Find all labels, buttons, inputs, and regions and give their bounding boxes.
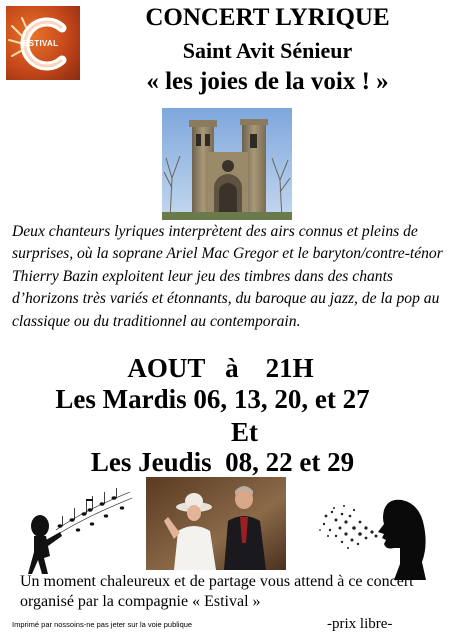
logo-text: ESTIVAL: [23, 39, 59, 48]
month-time: AOUT à 21H: [127, 353, 314, 383]
location-title: Saint Avit Sénieur: [182, 38, 353, 63]
estival-logo: [6, 6, 80, 80]
singing-silhouette-right-icon: [316, 486, 426, 580]
concert-description: Deux chanteurs lyriques interprètent des airs connus et pleins de surprises, où la soprane Ariel Mac Gregor et le baryton/contre-ténor Thierry Bazin exploitent leur jeu des timbres dans des chants d’horizons très variés et étonnants, du baroque au jazz, de la pop au classique ou du traditionnel au contemporain.: [12, 223, 443, 330]
closing-text: Un moment chaleureux et de partage vous attend à ce concert organisé par la compagnie « Estival »: [20, 573, 414, 610]
price-text: -prix libre-: [327, 616, 393, 632]
tuesdays-dates: Les Mardis 06, 13, 20, et 27: [55, 384, 370, 414]
thursdays-dates: Les Jeudis 08, 22 et 29: [90, 447, 355, 477]
singing-silhouette-left-icon: [26, 486, 136, 576]
singers-photo: [146, 477, 286, 570]
concert-title: CONCERT LYRIQUE: [145, 4, 390, 31]
and-text: Et: [231, 417, 258, 447]
church-photo: [162, 108, 292, 220]
print-notice: Imprimé par nossoins-ne pas jeter sur la voie publique: [12, 620, 193, 629]
tagline: « les joies de la voix ! »: [146, 68, 389, 95]
